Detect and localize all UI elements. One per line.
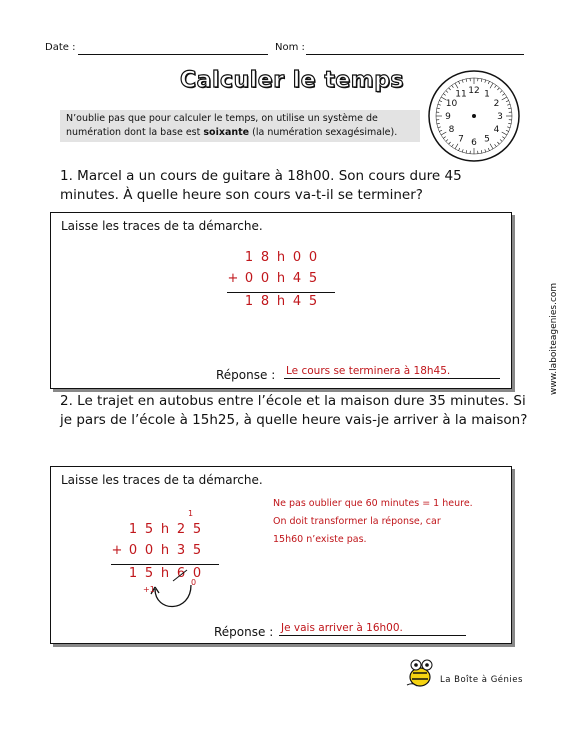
- clock-number: 2: [493, 99, 500, 109]
- clock-icon: [426, 68, 522, 164]
- calc-row1: 1 5 h 2 5: [128, 522, 202, 537]
- bee-logo-icon: [403, 657, 439, 689]
- note-prefix: N’oublie pas que pour calculer le temps, on utilise un système de numération dont la base est: [66, 113, 378, 138]
- clock-number: 6: [471, 138, 477, 148]
- date-field[interactable]: [78, 54, 268, 55]
- clock-number: 5: [484, 134, 490, 145]
- clock-number: 1: [484, 89, 490, 100]
- calc-row2: + 0 0 h 3 5: [111, 543, 202, 558]
- work-box-1[interactable]: [50, 212, 512, 389]
- carry-arrow-icon: [125, 563, 225, 619]
- clock-number: 3: [497, 112, 503, 122]
- question-2: 2. Le trajet en autobus entre l’école et la maison dure 35 minutes. Si je pars de l’école à 15h25, à quelle heure vais-je arriver à la maison?: [60, 393, 528, 428]
- box-label: Laisse les traces de ta démarche.: [61, 219, 263, 233]
- page-title: Calculer le temps: [180, 68, 405, 93]
- carry-digit: 1: [188, 509, 194, 518]
- question-1: 1. Marcel a un cours de guitare à 18h00. Son cours dure 45 minutes. À quelle heure son cours va-t-il se terminer?: [60, 168, 462, 203]
- website-url: www.laboiteagenies.com: [549, 282, 559, 395]
- plus-one: +1: [143, 585, 155, 594]
- clock-number: 12: [468, 86, 480, 96]
- sum-line: [227, 292, 335, 293]
- name-field[interactable]: [306, 54, 524, 55]
- clock-number: 8: [448, 125, 455, 135]
- calc-row2: + 0 0 h 4 5: [227, 271, 318, 286]
- calc-row1: 1 8 h 0 0: [244, 250, 318, 265]
- note-box: [60, 110, 420, 142]
- clock-number: 11: [455, 89, 467, 100]
- clock-number: 9: [445, 112, 451, 122]
- box-label: Laisse les traces de ta démarche.: [61, 473, 263, 487]
- hint-text: Ne pas oublier que 60 minutes = 1 heure. On doit transformer la réponse, car 15h60 n’existe pas.: [273, 498, 473, 545]
- calc-result: 1 5 h 6 0: [128, 566, 202, 581]
- clock-number: 7: [458, 134, 464, 145]
- note-bold: soixante: [203, 127, 250, 138]
- name-label: Nom :: [275, 42, 305, 53]
- clock-number: 4: [493, 125, 500, 135]
- date-label: Date :: [45, 42, 76, 53]
- answer-label: Réponse :: [216, 368, 276, 382]
- logo-text: La Boîte à Génies: [440, 675, 523, 685]
- answer-label: Réponse :: [214, 625, 274, 639]
- answer-field[interactable]: Je vais arriver à 16h00.: [279, 622, 466, 636]
- answer-field[interactable]: Le cours se terminera à 18h45.: [284, 365, 500, 379]
- clock-number: 10: [445, 99, 458, 109]
- work-box-2[interactable]: [50, 466, 512, 644]
- calc-result: 1 8 h 4 5: [244, 294, 318, 309]
- note-suffix: (la numération sexagésimale).: [249, 127, 398, 138]
- crossed-zero: 0: [191, 578, 197, 587]
